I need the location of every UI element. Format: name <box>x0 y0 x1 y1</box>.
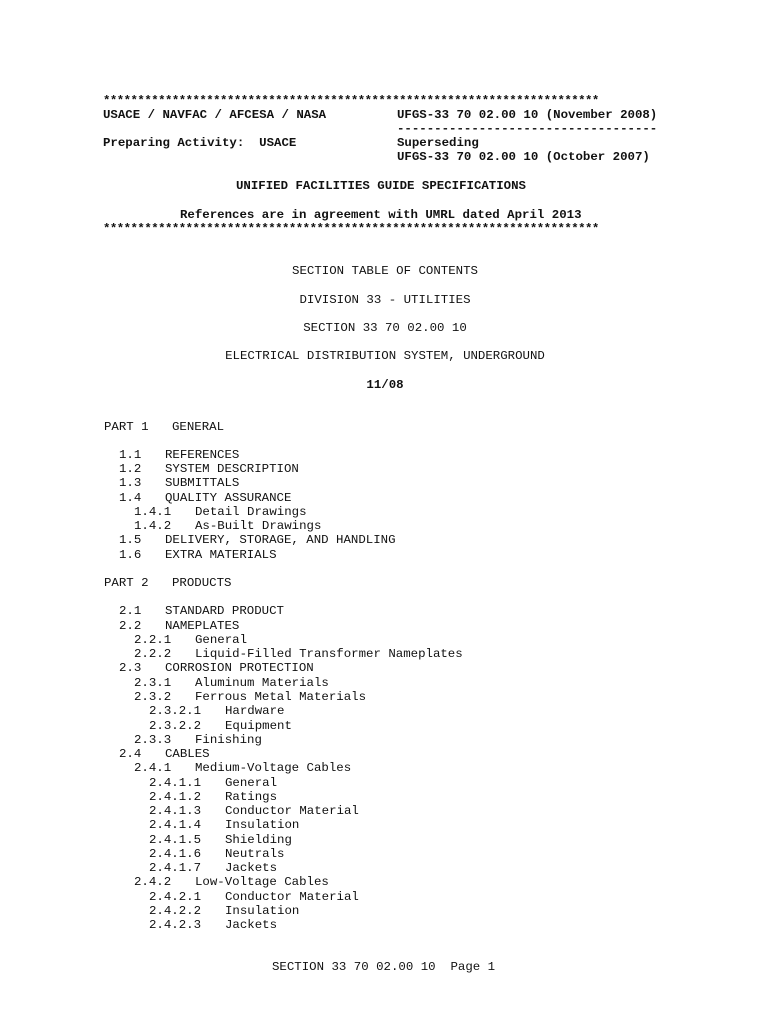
toc-number: 2.4.2.2 <box>149 904 202 918</box>
toc-number: 2.2 <box>119 619 142 633</box>
toc-title-text: REFERENCES <box>165 448 240 462</box>
toc-number: PART 1 <box>104 420 149 434</box>
toc-title-text: SYSTEM DESCRIPTION <box>165 462 299 476</box>
header-stars-top: ************************************************************************ <box>103 94 599 108</box>
section-number: SECTION 33 70 02.00 10 <box>303 321 467 335</box>
toc-title-text: Medium-Voltage Cables <box>195 761 352 775</box>
toc-title-text: Hardware <box>225 704 285 718</box>
toc-title-text: NAMEPLATES <box>165 619 240 633</box>
toc-number: 2.3.2.2 <box>149 719 202 733</box>
toc-title-text: Finishing <box>195 733 262 747</box>
toc-number: 2.4.1.6 <box>149 847 202 861</box>
toc-number: 1.2 <box>119 462 142 476</box>
toc-number: 2.4.1 <box>134 761 172 775</box>
toc-title-text: Conductor Material <box>225 804 359 818</box>
toc-number: 2.4.2 <box>134 875 172 889</box>
toc-title-text: Detail Drawings <box>195 505 307 519</box>
toc-title-text: GENERAL <box>172 420 225 434</box>
date-code: 11/08 <box>366 378 404 392</box>
toc-number: PART 2 <box>104 576 149 590</box>
toc-number: 2.3.2.1 <box>149 704 202 718</box>
header-superseding-label: Superseding <box>397 136 479 150</box>
toc-number: 1.5 <box>119 533 142 547</box>
toc-number: 1.4 <box>119 491 142 505</box>
toc-number: 1.4.2 <box>134 519 172 533</box>
section-title: ELECTRICAL DISTRIBUTION SYSTEM, UNDERGROUND <box>225 349 545 363</box>
header-ufgs-previous: UFGS-33 70 02.00 10 (October 2007) <box>397 150 650 164</box>
header-stars-bottom: ************************************************************************ <box>103 222 599 236</box>
toc-number: 1.6 <box>119 548 142 562</box>
toc-title-text: QUALITY ASSURANCE <box>165 491 292 505</box>
toc-title-text: EXTRA MATERIALS <box>165 548 277 562</box>
division-title: DIVISION 33 - UTILITIES <box>299 293 471 307</box>
header-preparing-activity: Preparing Activity: USACE <box>103 136 297 150</box>
toc-number: 2.1 <box>119 604 142 618</box>
header-dashes: ----------------------------------- <box>397 122 658 136</box>
toc-title-text: SUBMITTALS <box>165 476 240 490</box>
toc-number: 2.2.1 <box>134 633 172 647</box>
toc-title-text: Jackets <box>225 861 278 875</box>
toc-title-text: As-Built Drawings <box>195 519 322 533</box>
toc-title-text: DELIVERY, STORAGE, AND HANDLING <box>165 533 396 547</box>
toc-title-text: CABLES <box>165 747 210 761</box>
toc-title-text: CORROSION PROTECTION <box>165 661 314 675</box>
toc-number: 2.3 <box>119 661 142 675</box>
toc-title-text: Liquid-Filled Transformer Nameplates <box>195 647 463 661</box>
header-ufgs-current: UFGS-33 70 02.00 10 (November 2008) <box>397 108 658 122</box>
toc-title-text: Equipment <box>225 719 292 733</box>
toc-number: 2.4.1.2 <box>149 790 202 804</box>
page-footer: SECTION 33 70 02.00 10 Page 1 <box>272 960 496 974</box>
toc-title-text: Insulation <box>225 904 300 918</box>
toc-title-text: Neutrals <box>225 847 285 861</box>
toc-title: SECTION TABLE OF CONTENTS <box>292 264 478 278</box>
toc-number: 2.4.1.1 <box>149 776 202 790</box>
toc-title-text: Ratings <box>225 790 278 804</box>
toc-number: 2.4.1.3 <box>149 804 202 818</box>
toc-number: 2.4.1.7 <box>149 861 202 875</box>
toc-title-text: Conductor Material <box>225 890 359 904</box>
toc-title-text: Jackets <box>225 918 278 932</box>
toc-number: 2.4.2.3 <box>149 918 202 932</box>
toc-title-text: STANDARD PRODUCT <box>165 604 284 618</box>
toc-number: 2.4.1.4 <box>149 818 202 832</box>
toc-number: 1.1 <box>119 448 142 462</box>
toc-title-text: Low-Voltage Cables <box>195 875 329 889</box>
header-ufgs-title: UNIFIED FACILITIES GUIDE SPECIFICATIONS <box>236 179 526 193</box>
toc-title-text: Aluminum Materials <box>195 676 329 690</box>
toc-number: 2.4 <box>119 747 142 761</box>
toc-number: 1.4.1 <box>134 505 172 519</box>
toc-number: 2.4.2.1 <box>149 890 202 904</box>
toc-number: 2.3.1 <box>134 676 172 690</box>
header-agencies: USACE / NAVFAC / AFCESA / NASA <box>103 108 327 122</box>
toc-number: 2.2.2 <box>134 647 172 661</box>
toc-number: 1.3 <box>119 476 142 490</box>
toc-number: 2.4.1.5 <box>149 833 202 847</box>
toc-title-text: Shielding <box>225 833 292 847</box>
toc-title-text: General <box>195 633 248 647</box>
toc-number: 2.3.2 <box>134 690 172 704</box>
toc-title-text: Insulation <box>225 818 300 832</box>
toc-title-text: PRODUCTS <box>172 576 232 590</box>
toc-number: 2.3.3 <box>134 733 172 747</box>
header-references-note: References are in agreement with UMRL dated April 2013 <box>180 208 582 222</box>
toc-title-text: Ferrous Metal Materials <box>195 690 367 704</box>
toc-title-text: General <box>225 776 278 790</box>
